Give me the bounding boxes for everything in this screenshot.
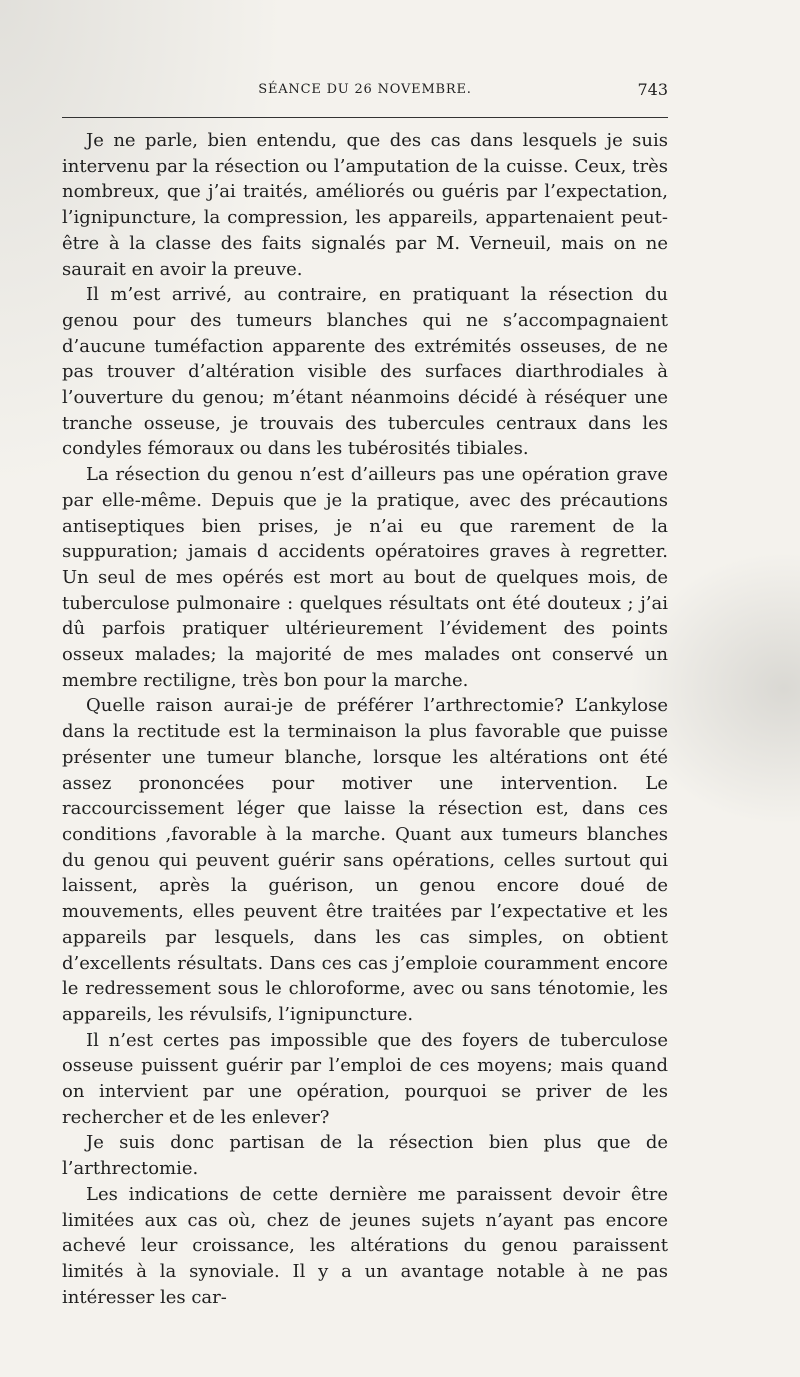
- body-text: [62, 128, 668, 1310]
- paragraph: Les indications de cette dernière me paraissent devoir être limitées aux cas où, chez de jeunes sujets n’ayant pas encore achevé leur croissance, les altérations du genou paraissent limités à la synoviale. Il y a un avantage notable à ne pas intéresser les car-: [62, 1183, 668, 1308]
- running-title: SÉANCE DU 26 NOVEMBRE.: [258, 82, 472, 97]
- paragraph: Je suis donc partisan de la résection bien plus que de l’arthrectomie.: [62, 1132, 668, 1180]
- page-number: 743: [637, 80, 668, 99]
- paragraph: Je ne parle, bien entendu, que des cas dans lesquels je suis intervenu par la résection ou l’amputation de la cuisse. Ceux, très nombreux, que j’ai traités, améliorés ou guéris par l’expectation, l’ignipuncture, la compression, les appareils, appartenaient peut-être à la classe des faits signalés par M. Verneuil, mais on ne saurait en avoir la preuve.: [62, 130, 668, 280]
- paragraph: Il n’est certes pas impossible que des foyers de tuberculose osseuse puissent guérir par l’emploi de ces moyens; mais quand on intervient par une opération, pourquoi se priver de les rechercher et de les enlever?: [62, 1029, 668, 1128]
- header-rule: [62, 117, 668, 118]
- paragraph: Il m’est arrivé, au contraire, en pratiquant la résection du genou pour des tumeurs blanches qui ne s’accompagnaient d’aucune tuméfaction apparente des extrémités osseuses, de ne pas trouver d’altération visible des surfaces diarthrodiales à l’ouverture du genou; m’étant néanmoins décidé à réséquer une tranche osseuse, je trouvais des tubercules centraux dans les condyles fémoraux ou dans les tubérosités tibiales.: [62, 284, 668, 460]
- paragraph: Quelle raison aurai-je de préférer l’arthrectomie? L’ankylose dans la rectitude est la terminaison la plus favorable que puisse présenter une tumeur blanche, lorsque les altérations ont été assez prononcées pour motiver une intervention. Le raccourcissement léger que laisse la résection est, dans ces conditions ,favorable à la marche. Quant aux tumeurs blanches du genou qui peuvent guérir sans opérations, celles surtout qui laissent, après la guérison, un genou encore doué de mouvements, elles peuvent être traitées par l’expectative et les appareils par lesquels, dans les cas simples, on obtient d’excellents résultats. Dans ces cas j’emploie couramment encore le redressement sous le chloroforme, avec ou sans ténotomie, les appareils, les révulsifs, l’ignipuncture.: [62, 695, 668, 1025]
- paragraph: La résection du genou n’est d’ailleurs pas une opération grave par elle-même. Depuis que je la pratique, avec des précautions antiseptiques bien prises, je n’ai eu que rarement de la suppuration; jamais d accidents opératoires graves à regretter. Un seul de mes opérés est mort au bout de quelques mois, de tuberculose pulmonaire : quelques résultats ont été douteux ; j’ai dû parfois pratiquer ultérieurement l’évidement des points osseux malades; la majorité de mes malades ont conservé un membre rectiligne, très bon pour la marche.: [62, 464, 668, 691]
- page-header: [62, 80, 668, 106]
